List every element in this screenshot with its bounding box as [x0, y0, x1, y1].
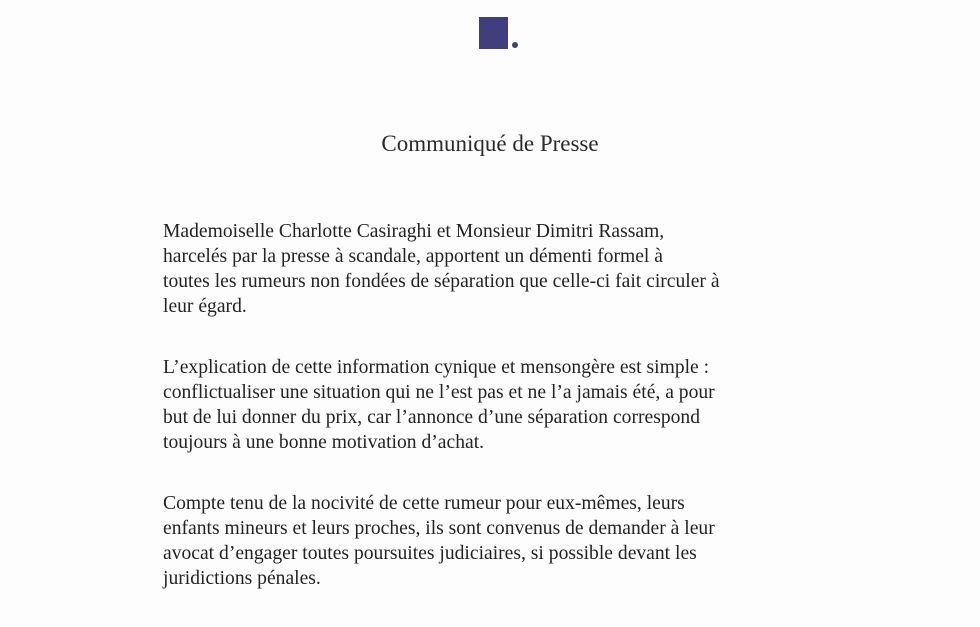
page-title: Communiqué de Presse	[381, 131, 599, 156]
logo-square-icon	[479, 17, 508, 49]
paragraph-2	[163, 355, 843, 455]
paragraph-line: toujours à une bonne motivation d’achat.	[163, 432, 485, 453]
paragraph-line: harcelés par la presse à scandale, apportent un démenti formel à	[163, 246, 663, 267]
paragraph-line: Mademoiselle Charlotte Casiraghi et Monsieur Dimitri Rassam,	[163, 221, 665, 242]
paragraph-line: leur égard.	[163, 296, 247, 317]
paragraph-line: avocat d’engager toutes poursuites judiciaires, si possible devant les	[163, 543, 697, 564]
paragraph-3	[163, 491, 843, 591]
paragraph-line: toutes les rumeurs non fondées de séparation que celle-ci fait circuler à	[163, 271, 720, 292]
paragraph-line: conflictualiser une situation qui ne l’est pas et ne l’a jamais été, a pour	[163, 382, 715, 403]
paragraph-1	[163, 219, 843, 319]
paragraph-line: enfants mineurs et leurs proches, ils sont convenus de demander à leur	[163, 518, 715, 539]
logo-dot-icon	[512, 42, 518, 48]
paragraph-line: but de lui donner du prix, car l’annonce d’une séparation correspond	[163, 407, 701, 428]
paragraph-line: juridictions pénales.	[163, 568, 321, 589]
paragraph-line: Compte tenu de la nocivité de cette rumeur pour eux-mêmes, leurs	[163, 493, 685, 514]
paragraph-line: L’explication de cette information cynique et mensongère est simple :	[163, 357, 710, 378]
